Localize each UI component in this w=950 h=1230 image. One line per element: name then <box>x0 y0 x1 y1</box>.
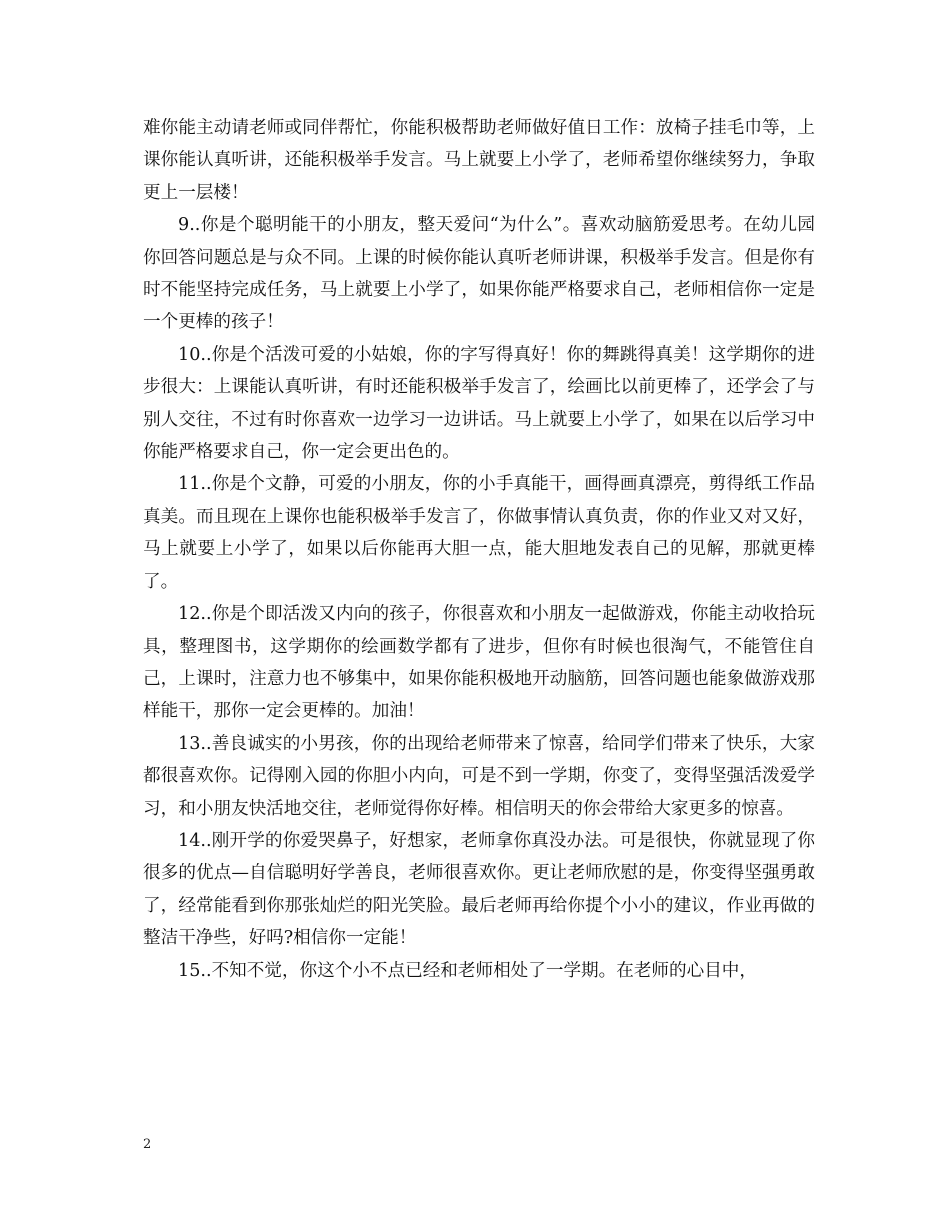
paragraph-comment-14: 14..刚开学的你爱哭鼻子，好想家，老师拿你真没办法。可是很快，你就显现了你很多的优点—自信聪明好学善良，老师很喜欢你。更让老师欣慰的是，你变得坚强勇敢了，经常能看到你那张灿烂的阳光笑脸。最后老师再给你提个小小的建议，作业再做的整洁干净些，好吗?相信你一定能！ <box>143 830 815 949</box>
page-number: 2 <box>143 1137 152 1152</box>
paragraph-comment-12: 12..你是个即活泼又内向的孩子，你很喜欢和小朋友一起做游戏，你能主动收拾玩具，整理图书，这学期你的绘画数学都有了进步，但你有时候也很淘气，不能管住自己，上课时，注意力也不够集中，如果你能积极地开动脑筋，回答问题也能象做游戏那样能干，那你一定会更棒的。加油！ <box>143 604 815 722</box>
paragraph-comment-11: 11..你是个文静，可爱的小朋友，你的小手真能干，画得画真漂亮，剪得纸工作品真美。而且现在上课你也能积极举手发言了，你做事情认真负责，你的作业又对又好，马上就要上小学了，如果以后你能再大胆一点，能大胆地发表自己的见解，那就更棒了。 <box>143 474 815 592</box>
paragraph-continuation: 难你能主动请老师或同伴帮忙，你能积极帮助老师做好值日工作：放椅子挂毛巾等，上课你能认真听讲，还能积极举手发言。马上就要上小学了，老师希望你继续努力，争取更上一层楼！ <box>143 118 815 203</box>
paragraph-comment-15: 15..不知不觉，你这个小不点已经和老师相处了一学期。在老师的心目中， <box>178 960 757 981</box>
document-body <box>143 112 815 987</box>
paragraph-comment-9: 9..你是个聪明能干的小朋友，整天爱问“为什么”。喜欢动脑筋爱思考。在幼儿园你回答问题总是与众不同。上课的时候你能认真听老师讲课，积极举手发言。但是你有时不能坚持完成任务，马上就要上小学了，如果你能严格要求自己，老师相信你一定是一个更棒的孩子！ <box>143 215 815 333</box>
paragraph-comment-13: 13..善良诚实的小男孩，你的出现给老师带来了惊喜，给同学们带来了快乐，大家都很喜欢你。记得刚入园的你胆小内向，可是不到一学期，你变了，变得坚强活泼爱学习，和小朋友快活地交往，老师觉得你好棒。相信明天的你会带给大家更多的惊喜。 <box>143 733 815 819</box>
paragraph-comment-10: 10..你是个活泼可爱的小姑娘，你的字写得真好！你的舞跳得真美！这学期你的进步很大：上课能认真听讲，有时还能积极举手发言了，绘画比以前更棒了，还学会了与别人交往，不过有时你喜欢一边学习一边讲话。马上就要上小学了，如果在以后学习中你能严格要求自己，你一定会更出色的。 <box>143 344 815 463</box>
